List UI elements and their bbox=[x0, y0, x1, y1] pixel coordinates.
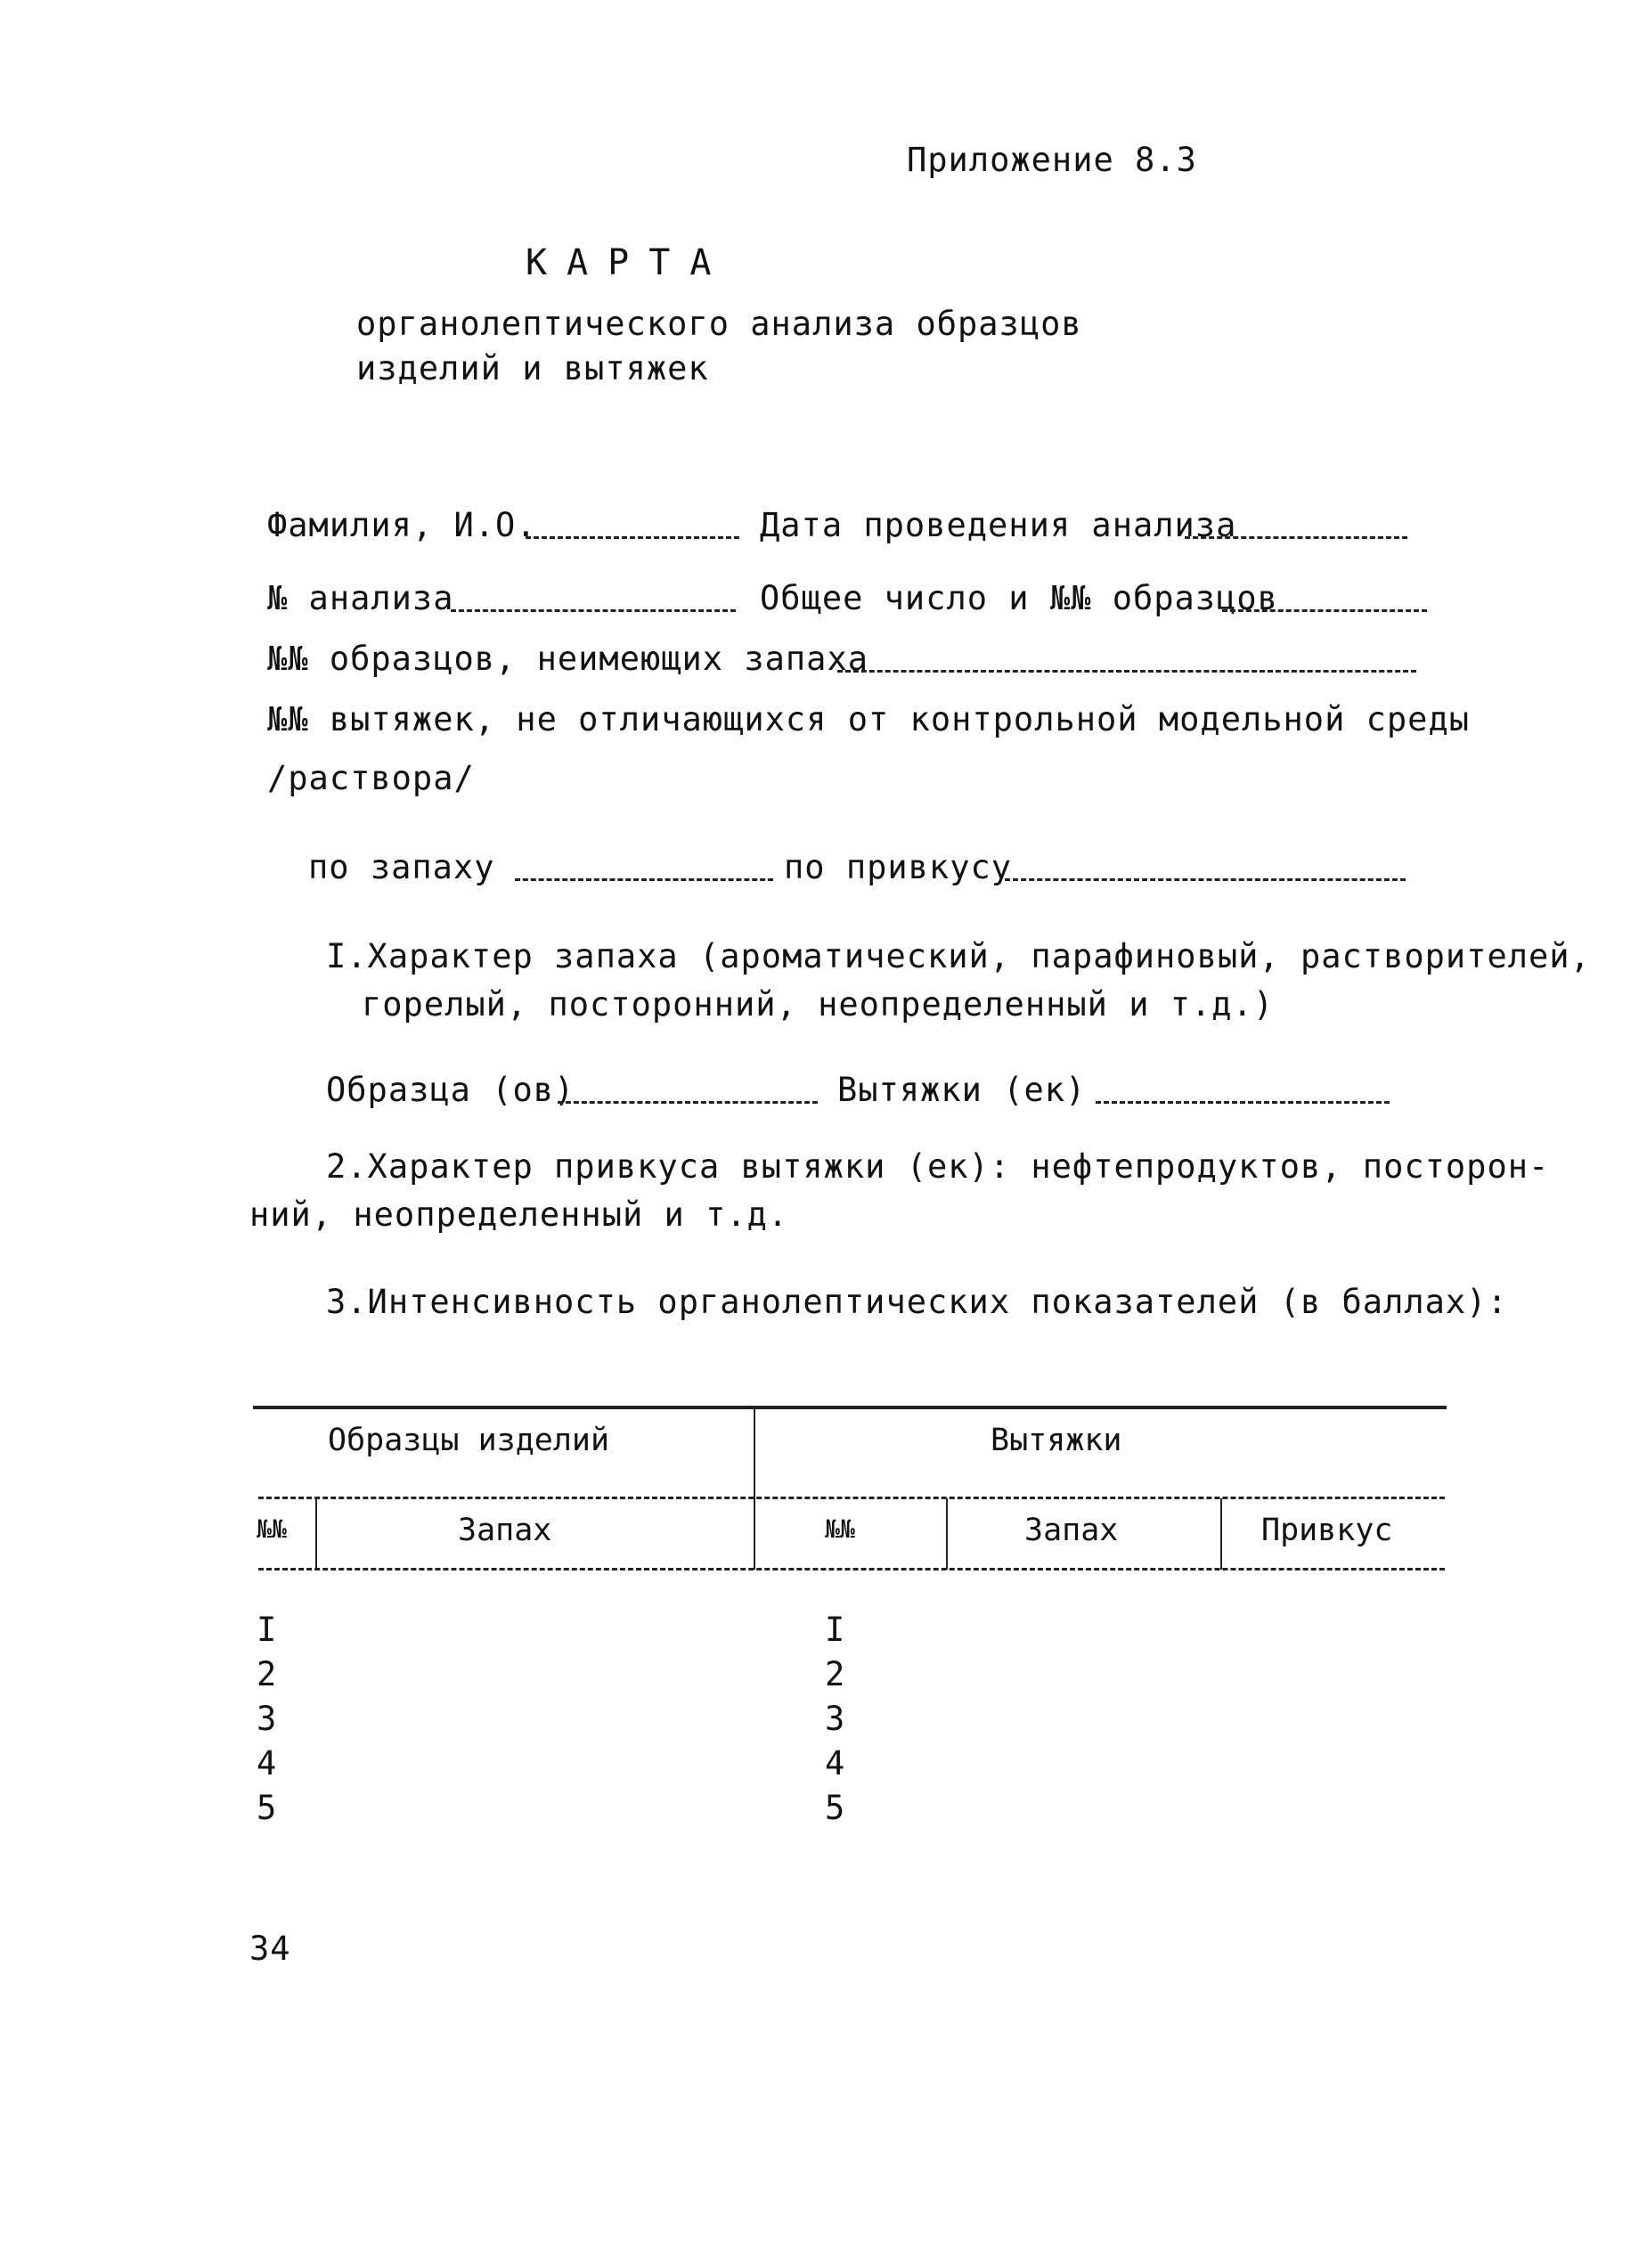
table-header-smell-right: Запах bbox=[1024, 1513, 1119, 1548]
samples-label: Образца (ов) bbox=[326, 1071, 575, 1109]
table-row-right-no: I bbox=[825, 1611, 845, 1649]
item1-line1: I.Характер запаха (ароматический, парафиновый, растворителей, bbox=[326, 937, 1591, 975]
by-smell-field[interactable] bbox=[515, 878, 773, 881]
date-label: Дата проведения анализа bbox=[760, 506, 1237, 544]
table-col-divider-1 bbox=[315, 1498, 317, 1570]
table-row-left-no: I bbox=[257, 1611, 277, 1649]
extracts-type-label: Вытяжки (ек) bbox=[837, 1071, 1087, 1109]
table-row-left-no: 2 bbox=[257, 1655, 277, 1693]
extracts-label-line1: №№ вытяжек, не отличающихся от контрольной модельной среды bbox=[267, 700, 1471, 738]
table-top-rule bbox=[253, 1406, 1447, 1409]
table-row-right-no: 3 bbox=[825, 1700, 845, 1738]
item2-line2: ний, неопределенный и т.д. bbox=[249, 1195, 789, 1234]
table-row-right-no: 2 bbox=[825, 1655, 845, 1693]
table-header-no-right: №№ bbox=[825, 1514, 855, 1544]
table-header-no-left: №№ bbox=[257, 1514, 287, 1544]
analysis-number-field[interactable] bbox=[451, 609, 736, 612]
table-header-smell-left: Запах bbox=[458, 1513, 552, 1548]
table-group-extracts: Вытяжки bbox=[991, 1423, 1122, 1458]
samples-field[interactable] bbox=[558, 1101, 818, 1104]
date-field[interactable] bbox=[1185, 536, 1407, 539]
table-mid-rule bbox=[258, 1497, 1445, 1499]
by-smell-label: по запаху bbox=[308, 848, 495, 886]
appendix-label: Приложение 8.3 bbox=[907, 141, 1197, 179]
table-col-divider-3 bbox=[1220, 1498, 1222, 1570]
document-subtitle-line2: изделий и вытяжек bbox=[356, 349, 709, 388]
table-row-left-no: 3 bbox=[257, 1700, 277, 1738]
extracts-label-line2: /раствора/ bbox=[267, 759, 475, 797]
table-group-divider bbox=[754, 1407, 755, 1570]
total-samples-field[interactable] bbox=[1222, 609, 1427, 612]
extracts-type-field[interactable] bbox=[1096, 1101, 1390, 1104]
analysis-number-label: № анализа bbox=[267, 579, 454, 617]
table-col-divider-2 bbox=[946, 1498, 948, 1570]
page-number: 34 bbox=[249, 1929, 291, 1968]
by-taste-label: по привкусу bbox=[784, 848, 1013, 886]
surname-field[interactable] bbox=[526, 536, 739, 539]
table-header-bottom-rule bbox=[258, 1568, 1445, 1570]
item1-line2: горелый, посторонний, неопределенный и т.д.) bbox=[362, 985, 1275, 1024]
document-subtitle-line1: органолептического анализа образцов bbox=[356, 305, 1082, 343]
table-row-left-no: 4 bbox=[257, 1744, 277, 1783]
surname-label: Фамилия, И.О. bbox=[267, 506, 537, 544]
table-header-taste-right: Привкус bbox=[1261, 1513, 1393, 1548]
table-row-right-no: 5 bbox=[825, 1789, 845, 1827]
document-title: КАРТА bbox=[526, 242, 731, 283]
item2-line1: 2.Характер привкуса вытяжки (ек): нефтепродуктов, посторон- bbox=[326, 1147, 1550, 1186]
item3-heading: 3.Интенсивность органолептических показателей (в баллах): bbox=[326, 1283, 1508, 1321]
no-smell-field[interactable] bbox=[837, 670, 1416, 673]
total-samples-label: Общее число и №№ образцов bbox=[760, 579, 1278, 617]
table-row-left-no: 5 bbox=[257, 1789, 277, 1827]
table-row-right-no: 4 bbox=[825, 1744, 845, 1783]
by-taste-field[interactable] bbox=[1005, 878, 1406, 881]
no-smell-label: №№ образцов, неимеющих запаха bbox=[267, 640, 869, 678]
table-group-samples: Образцы изделий bbox=[328, 1423, 610, 1458]
